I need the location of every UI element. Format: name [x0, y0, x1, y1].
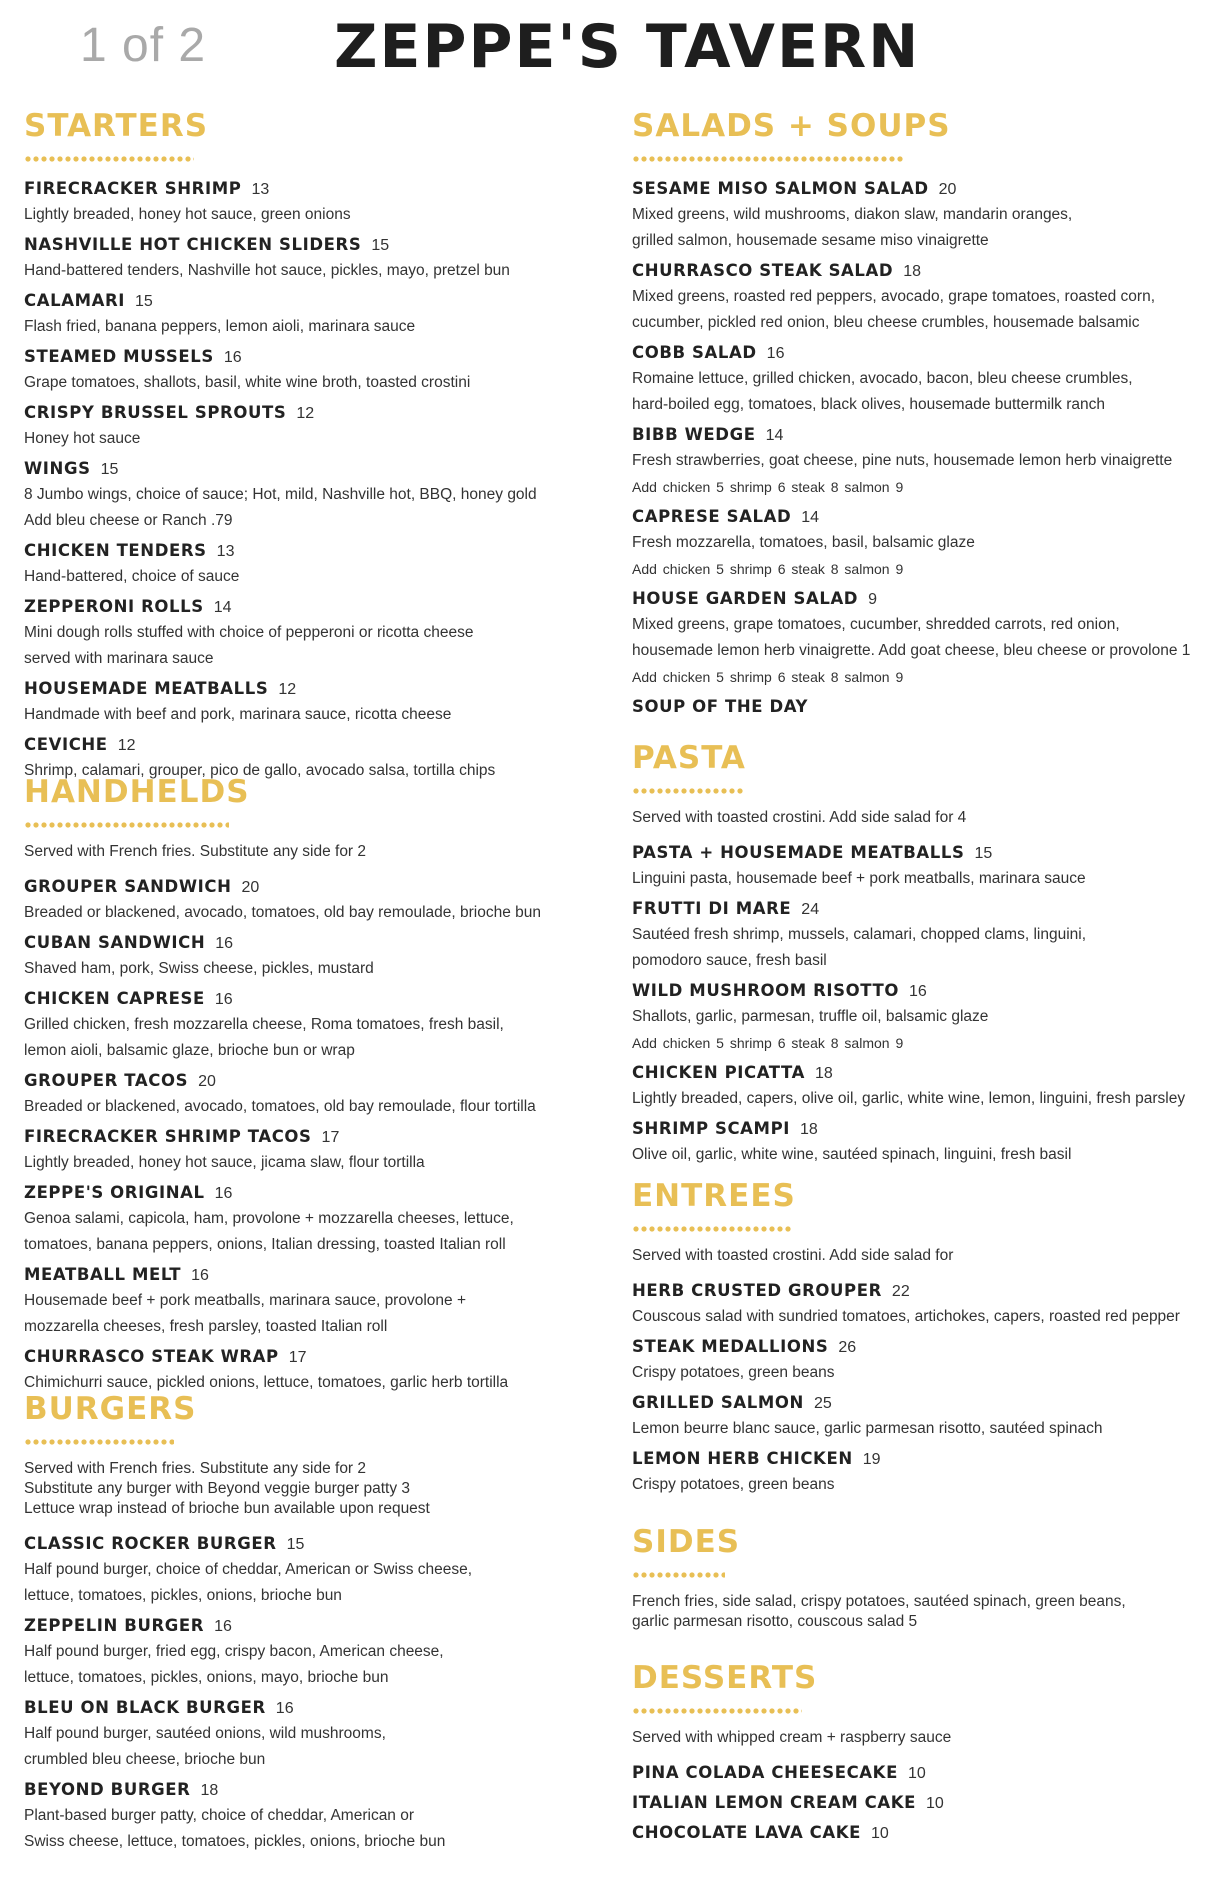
note-line: Served with toasted crostini. Add side salad for 4 — [632, 809, 967, 826]
menu-item — [24, 1695, 584, 1773]
section-handhelds — [24, 774, 584, 1400]
menu-item-name: WILD MUSHROOM RISOTTO — [632, 981, 899, 1000]
menu-item-name: SHRIMP SCAMPI — [632, 1119, 791, 1138]
menu-item-name: SOUP OF THE DAY — [632, 697, 809, 716]
menu-item-description: Housemade beef + pork meatballs, marinara sauce, provolone + — [24, 1292, 466, 1309]
menu-item-header — [632, 422, 1207, 448]
menu-item — [24, 400, 584, 452]
menu-item-header — [24, 288, 584, 314]
section-starters — [24, 108, 584, 788]
menu-item-price: 20 — [198, 1073, 216, 1090]
menu-item — [632, 1278, 1207, 1330]
menu-item-header — [632, 1390, 1207, 1416]
menu-item-header — [632, 258, 1207, 284]
menu-item-header — [24, 930, 584, 956]
menu-item-header — [632, 1790, 1207, 1816]
section-burgers — [24, 1391, 584, 1859]
menu-item-price: 15 — [974, 845, 993, 862]
menu-item-header — [24, 1180, 584, 1206]
menu-item-description: Lemon beurre blanc sauce, garlic parmesan risotto, sautéed spinach — [632, 1420, 1103, 1437]
menu-item — [632, 586, 1207, 690]
menu-item-header — [632, 978, 1207, 1004]
menu-item-name: CRISPY BRUSSEL SPROUTS — [24, 403, 287, 422]
section-salads-soups — [632, 108, 1207, 724]
menu-item-name: GROUPER SANDWICH — [24, 877, 232, 896]
menu-item-description: Lightly breaded, honey hot sauce, green onions — [24, 206, 351, 223]
menu-item — [24, 176, 584, 228]
menu-item-price: 16 — [214, 1185, 233, 1202]
menu-item-price: 14 — [801, 509, 820, 526]
menu-item-header — [632, 504, 1207, 530]
menu-item — [24, 1068, 584, 1120]
note-line: Served with French fries. Substitute any side for 2 — [24, 1460, 367, 1477]
menu-item-description: lettuce, tomatoes, pickles, onions, brioche bun — [24, 1587, 342, 1604]
menu-item-price: 15 — [286, 1536, 305, 1553]
menu-item-header — [24, 594, 584, 620]
menu-item-header — [24, 1777, 584, 1803]
menu-item — [632, 896, 1207, 974]
menu-item-description: Half pound burger, choice of cheddar, American or Swiss cheese, — [24, 1561, 473, 1578]
menu-item-price: 25 — [813, 1395, 832, 1412]
menu-item-description: Breaded or blackened, avocado, tomatoes, old bay remoulade, flour tortilla — [24, 1098, 536, 1115]
menu-item — [632, 1446, 1207, 1498]
menu-item — [24, 344, 584, 396]
menu-item — [24, 594, 584, 672]
menu-item-name: FIRECRACKER SHRIMP — [24, 179, 242, 198]
menu-item-name: FRUTTI DI MARE — [632, 899, 792, 918]
menu-item-price: 26 — [838, 1339, 857, 1356]
menu-item-name: CHURRASCO STEAK SALAD — [632, 261, 894, 280]
menu-item — [24, 930, 584, 982]
menu-item-description: Lightly breaded, honey hot sauce, jicama slaw, flour tortilla — [24, 1154, 425, 1171]
section-title: SALADS + SOUPS — [632, 108, 951, 144]
menu-item-header — [632, 1278, 1207, 1304]
menu-item-price: 10 — [871, 1825, 889, 1842]
menu-item-price: 9 — [868, 591, 878, 608]
menu-item-name: CHICKEN TENDERS — [24, 541, 207, 560]
menu-item-description: crumbled bleu cheese, brioche bun — [24, 1751, 266, 1768]
menu-item-description: Half pound burger, sautéed onions, wild mushrooms, — [24, 1725, 386, 1742]
section-note — [24, 1459, 584, 1519]
menu-item-price: 17 — [321, 1129, 340, 1146]
section-desserts — [632, 1660, 1207, 1850]
dotted-divider — [24, 156, 194, 162]
menu-item-name: ZEPPE'S ORIGINAL — [24, 1183, 205, 1202]
section-pasta — [632, 740, 1207, 1172]
note-line: Served with toasted crostini. Add side salad for — [632, 1247, 954, 1264]
menu-item-description: Mixed greens, grape tomatoes, cucumber, shredded carrots, red onion, — [632, 616, 1120, 633]
menu-item — [632, 176, 1207, 254]
menu-item — [632, 1760, 1207, 1786]
menu-item-header — [632, 694, 1207, 720]
section-title: PASTA — [632, 740, 746, 776]
menu-item-description: cucumber, pickled red onion, bleu cheese crumbles, housemade balsamic — [632, 314, 1140, 331]
menu-item-header — [24, 1531, 584, 1557]
note-line: Lettuce wrap instead of brioche bun available upon request — [24, 1500, 430, 1517]
menu-item — [24, 1777, 584, 1855]
page-counter: 1 of 2 — [80, 19, 207, 72]
menu-item — [24, 456, 584, 534]
menu-item — [632, 504, 1207, 582]
note-line: Served with whipped cream + raspberry sauce — [632, 1729, 952, 1746]
section-note — [632, 808, 1207, 828]
menu-item-addons: Add chicken 5 shrimp 6 steak 8 salmon 9 — [632, 479, 904, 495]
menu-item-header — [24, 456, 584, 482]
menu-item-addons: Add chicken 5 shrimp 6 steak 8 salmon 9 — [632, 669, 904, 685]
menu-item-description: Fresh strawberries, goat cheese, pine nuts, housemade lemon herb vinaigrette — [632, 452, 1173, 469]
menu-item-description: Plant-based burger patty, choice of cheddar, American or — [24, 1807, 415, 1824]
menu-item-price: 18 — [200, 1782, 219, 1799]
menu-item-description: Grape tomatoes, shallots, basil, white wine broth, toasted crostini — [24, 374, 471, 391]
menu-item-header — [632, 1060, 1207, 1086]
menu-item-header — [24, 1124, 584, 1150]
menu-item-description: Hand-battered, choice of sauce — [24, 568, 240, 585]
menu-item-description: Shaved ham, pork, Swiss cheese, pickles, mustard — [24, 960, 374, 977]
dotted-divider — [632, 156, 904, 162]
menu-item-price: 18 — [800, 1121, 818, 1138]
menu-item-name: CUBAN SANDWICH — [24, 933, 206, 952]
menu-item — [24, 1180, 584, 1258]
menu-item — [632, 1334, 1207, 1386]
menu-item-header — [24, 874, 584, 900]
menu-item — [24, 1262, 584, 1340]
menu-item-name: CALAMARI — [24, 291, 125, 310]
menu-item-price: 15 — [100, 461, 119, 478]
menu-item-header — [24, 344, 584, 370]
menu-item — [24, 1344, 584, 1396]
menu-item-description: tomatoes, banana peppers, onions, Italian dressing, toasted Italian roll — [24, 1236, 506, 1253]
menu-item-price: 14 — [765, 427, 784, 444]
note-line: Substitute any burger with Beyond veggie burger patty 3 — [24, 1480, 411, 1497]
menu-item-name: CHICKEN CAPRESE — [24, 989, 205, 1008]
menu-item-price: 16 — [223, 349, 242, 366]
menu-item — [632, 840, 1207, 892]
menu-item-description: pomodoro sauce, fresh basil — [632, 952, 827, 969]
note-line: garlic parmesan risotto, couscous salad 5 — [632, 1613, 918, 1630]
menu-item-header — [632, 1116, 1207, 1142]
menu-item-header — [632, 1820, 1207, 1846]
menu-item-header — [632, 840, 1207, 866]
menu-item-description: Mixed greens, roasted red peppers, avocado, grape tomatoes, roasted corn, — [632, 288, 1155, 305]
menu-item-price: 16 — [275, 1700, 294, 1717]
menu-item-price: 16 — [214, 991, 233, 1008]
menu-item-description: Add bleu cheese or Ranch .79 — [24, 512, 233, 529]
menu-item-description: Sautéed fresh shrimp, mussels, calamari, chopped clams, linguini, — [632, 926, 1087, 943]
menu-item-name: BIBB WEDGE — [632, 425, 756, 444]
menu-item-header — [632, 1334, 1207, 1360]
menu-item-description: Mini dough rolls stuffed with choice of pepperoni or ricotta cheese — [24, 624, 474, 641]
menu-item-price: 17 — [288, 1349, 307, 1366]
menu-item-description: Half pound burger, fried egg, crispy bacon, American cheese, — [24, 1643, 444, 1660]
menu-item-description: Flash fried, banana peppers, lemon aioli, marinara sauce — [24, 318, 416, 335]
menu-item-description: Olive oil, garlic, white wine, sautéed spinach, linguini, fresh basil — [632, 1146, 1072, 1163]
menu-item-price: 16 — [215, 935, 234, 952]
menu-item-name: CHICKEN PICATTA — [632, 1063, 805, 1082]
menu-item-header — [632, 176, 1207, 202]
menu-item-description: 8 Jumbo wings, choice of sauce; Hot, mild, Nashville hot, BBQ, honey gold — [24, 486, 537, 503]
menu-item-name: ITALIAN LEMON CREAM CAKE — [632, 1793, 916, 1812]
menu-item-price: 22 — [891, 1283, 910, 1300]
menu-item — [632, 978, 1207, 1056]
dotted-divider — [24, 1439, 174, 1445]
menu-item-header — [24, 1613, 584, 1639]
section-sides — [632, 1524, 1207, 1644]
menu-item-price: 15 — [371, 237, 390, 254]
menu-item-header — [632, 586, 1207, 612]
menu-item — [632, 1060, 1207, 1112]
menu-item — [632, 694, 1207, 720]
menu-item-description: Linguini pasta, housemade beef + pork meatballs, marinara sauce — [632, 870, 1086, 887]
menu-item — [24, 1613, 584, 1691]
menu-item-description: hard-boiled egg, tomatoes, black olives, housemade buttermilk ranch — [632, 396, 1106, 413]
menu-item-header — [24, 986, 584, 1012]
menu-item-header — [24, 676, 584, 702]
menu-item-price: 19 — [862, 1451, 881, 1468]
section-note — [632, 1592, 1207, 1632]
section-note — [632, 1728, 1207, 1748]
menu-item — [632, 1116, 1207, 1168]
menu-item-description: Honey hot sauce — [24, 430, 141, 447]
menu-item-price: 16 — [909, 983, 927, 1000]
menu-item-name: CHOCOLATE LAVA CAKE — [632, 1823, 862, 1842]
menu-item — [24, 874, 584, 926]
menu-item — [24, 676, 584, 728]
menu-item-description: Swiss cheese, lettuce, tomatoes, pickles, onions, brioche bun — [24, 1833, 446, 1850]
dotted-divider — [632, 788, 744, 794]
dotted-divider — [632, 1572, 725, 1578]
menu-item-price: 20 — [241, 879, 260, 896]
menu-item-name: ZEPPELIN BURGER — [24, 1616, 205, 1635]
menu-item-description: Lightly breaded, capers, olive oil, garlic, white wine, lemon, linguini, fresh parsley — [632, 1090, 1186, 1107]
menu-item-description: mozzarella cheeses, fresh parsley, toasted Italian roll — [24, 1318, 388, 1335]
menu-item-header — [24, 176, 584, 202]
menu-item-header — [632, 896, 1207, 922]
menu-item-addons: Add chicken 5 shrimp 6 steak 8 salmon 9 — [632, 1035, 904, 1051]
menu-item-name: CHURRASCO STEAK WRAP — [24, 1347, 279, 1366]
menu-item-header — [24, 1068, 584, 1094]
menu-item — [632, 422, 1207, 500]
menu-item-header — [24, 232, 584, 258]
menu-item — [632, 340, 1207, 418]
menu-item-price: 13 — [216, 543, 235, 560]
section-note — [632, 1246, 1207, 1266]
menu-item — [24, 1531, 584, 1609]
menu-item-name: CLASSIC ROCKER BURGER — [24, 1534, 277, 1553]
menu-item-description: Shallots, garlic, parmesan, truffle oil, balsamic glaze — [632, 1008, 989, 1025]
menu-item-price: 15 — [135, 293, 153, 310]
menu-item-description: Shrimp, calamari, grouper, pico de gallo, avocado salsa, tortilla chips — [24, 762, 496, 779]
menu-item-price: 18 — [903, 263, 922, 280]
menu-item-name: BEYOND BURGER — [24, 1780, 191, 1799]
menu-item-header — [24, 400, 584, 426]
section-note — [24, 842, 584, 862]
menu-item-description: served with marinara sauce — [24, 650, 214, 667]
menu-item-name: PASTA + HOUSEMADE MEATBALLS — [632, 843, 965, 862]
note-line: Served with French fries. Substitute any side for 2 — [24, 843, 367, 860]
menu-item-name: CAPRESE SALAD — [632, 507, 792, 526]
menu-item-description: lettuce, tomatoes, pickles, onions, mayo, brioche bun — [24, 1669, 389, 1686]
section-title: STARTERS — [24, 108, 209, 144]
menu-item — [24, 538, 584, 590]
menu-item-price: 12 — [117, 737, 136, 754]
menu-item-price: 20 — [938, 181, 957, 198]
menu-item-price: 16 — [214, 1618, 232, 1635]
menu-item-description: Mixed greens, wild mushrooms, diakon slaw, mandarin oranges, — [632, 206, 1073, 223]
menu-item-price: 14 — [213, 599, 232, 616]
menu-item-name: CEVICHE — [24, 735, 108, 754]
menu-item-name: BLEU ON BLACK BURGER — [24, 1698, 266, 1717]
menu-item-name: NASHVILLE HOT CHICKEN SLIDERS — [24, 235, 362, 254]
menu-item-description: Breaded or blackened, avocado, tomatoes, old bay remoulade, brioche bun — [24, 904, 542, 921]
menu-item-price: 12 — [296, 405, 315, 422]
menu-item — [24, 1124, 584, 1176]
menu-item — [24, 288, 584, 340]
menu-item-name: HERB CRUSTED GROUPER — [632, 1281, 882, 1300]
menu-item-header — [632, 1446, 1207, 1472]
menu-item-price: 24 — [801, 901, 820, 918]
menu-item-name: MEATBALL MELT — [24, 1265, 182, 1284]
menu-item-description: housemade lemon herb vinaigrette. Add goat cheese, bleu cheese or provolone 1 — [632, 642, 1191, 659]
dotted-divider — [632, 1708, 802, 1714]
menu-item-name: STEAK MEDALLIONS — [632, 1337, 829, 1356]
menu-item-name: LEMON HERB CHICKEN — [632, 1449, 853, 1468]
menu-item — [632, 1790, 1207, 1816]
menu-item-description: grilled salmon, housemade sesame miso vinaigrette — [632, 232, 989, 249]
menu-title: ZEPPE'S TAVERN — [334, 12, 921, 82]
menu-item-description: Hand-battered tenders, Nashville hot sauce, pickles, mayo, pretzel bun — [24, 262, 510, 279]
menu-item — [632, 258, 1207, 336]
menu-item-name: WINGS — [24, 459, 91, 478]
menu-item-name: ZEPPERONI ROLLS — [24, 597, 204, 616]
menu-item-price: 12 — [278, 681, 297, 698]
menu-item-description: Crispy potatoes, green beans — [632, 1476, 835, 1493]
menu-item-name: FIRECRACKER SHRIMP TACOS — [24, 1127, 312, 1146]
menu-item-name: GROUPER TACOS — [24, 1071, 189, 1090]
menu-item-description: Romaine lettuce, grilled chicken, avocado, bacon, bleu cheese crumbles, — [632, 370, 1133, 387]
menu-item-header — [24, 732, 584, 758]
menu-item-description: Chimichurri sauce, pickled onions, lettuce, tomatoes, garlic herb tortilla — [24, 1374, 509, 1391]
menu-item-price: 16 — [191, 1267, 209, 1284]
menu-item-price: 16 — [766, 345, 785, 362]
menu-item-name: SESAME MISO SALMON SALAD — [632, 179, 929, 198]
note-line: French fries, side salad, crispy potatoes, sautéed spinach, green beans, — [632, 1593, 1126, 1610]
menu-item-description: Couscous salad with sundried tomatoes, artichokes, capers, roasted red pepper — [632, 1308, 1180, 1325]
menu-item-header — [632, 340, 1207, 366]
menu-item-price: 18 — [815, 1065, 833, 1082]
menu-item-header — [632, 1760, 1207, 1786]
menu-item-price: 13 — [251, 181, 270, 198]
section-entrees — [632, 1178, 1207, 1502]
section-title: HANDHELDS — [24, 774, 250, 810]
menu-item-description: Genoa salami, capicola, ham, provolone + mozzarella cheeses, lettuce, — [24, 1210, 514, 1227]
menu-item-name: HOUSE GARDEN SALAD — [632, 589, 859, 608]
menu-item-price: 10 — [907, 1765, 926, 1782]
menu-item-name: STEAMED MUSSELS — [24, 347, 214, 366]
menu-item-header — [24, 1695, 584, 1721]
dotted-divider — [24, 822, 229, 828]
dotted-divider — [632, 1226, 792, 1232]
menu-item-header — [24, 1262, 584, 1288]
menu-item-description: Handmade with beef and pork, marinara sauce, ricotta cheese — [24, 706, 452, 723]
menu-item — [632, 1390, 1207, 1442]
menu-item-price: 10 — [926, 1795, 944, 1812]
menu-item-name: HOUSEMADE MEATBALLS — [24, 679, 269, 698]
menu-item — [632, 1820, 1207, 1846]
menu-item-header — [24, 538, 584, 564]
menu-item-description: lemon aioli, balsamic glaze, brioche bun or wrap — [24, 1042, 355, 1059]
section-title: SIDES — [632, 1524, 741, 1560]
section-title: BURGERS — [24, 1391, 197, 1427]
menu-item-description: Crispy potatoes, green beans — [632, 1364, 835, 1381]
menu-item-addons: Add chicken 5 shrimp 6 steak 8 salmon 9 — [632, 561, 904, 577]
menu-item — [24, 232, 584, 284]
section-title: ENTREES — [632, 1178, 796, 1214]
menu-item-header — [24, 1344, 584, 1370]
menu-item-name: PINA COLADA CHEESECAKE — [632, 1763, 898, 1782]
menu-item-description: Grilled chicken, fresh mozzarella cheese, Roma tomatoes, fresh basil, — [24, 1016, 504, 1033]
menu-item-name: COBB SALAD — [632, 343, 757, 362]
section-title: DESSERTS — [632, 1660, 818, 1696]
menu-item — [24, 986, 584, 1064]
menu-item-description: Fresh mozzarella, tomatoes, basil, balsamic glaze — [632, 534, 975, 551]
menu-item-name: GRILLED SALMON — [632, 1393, 804, 1412]
